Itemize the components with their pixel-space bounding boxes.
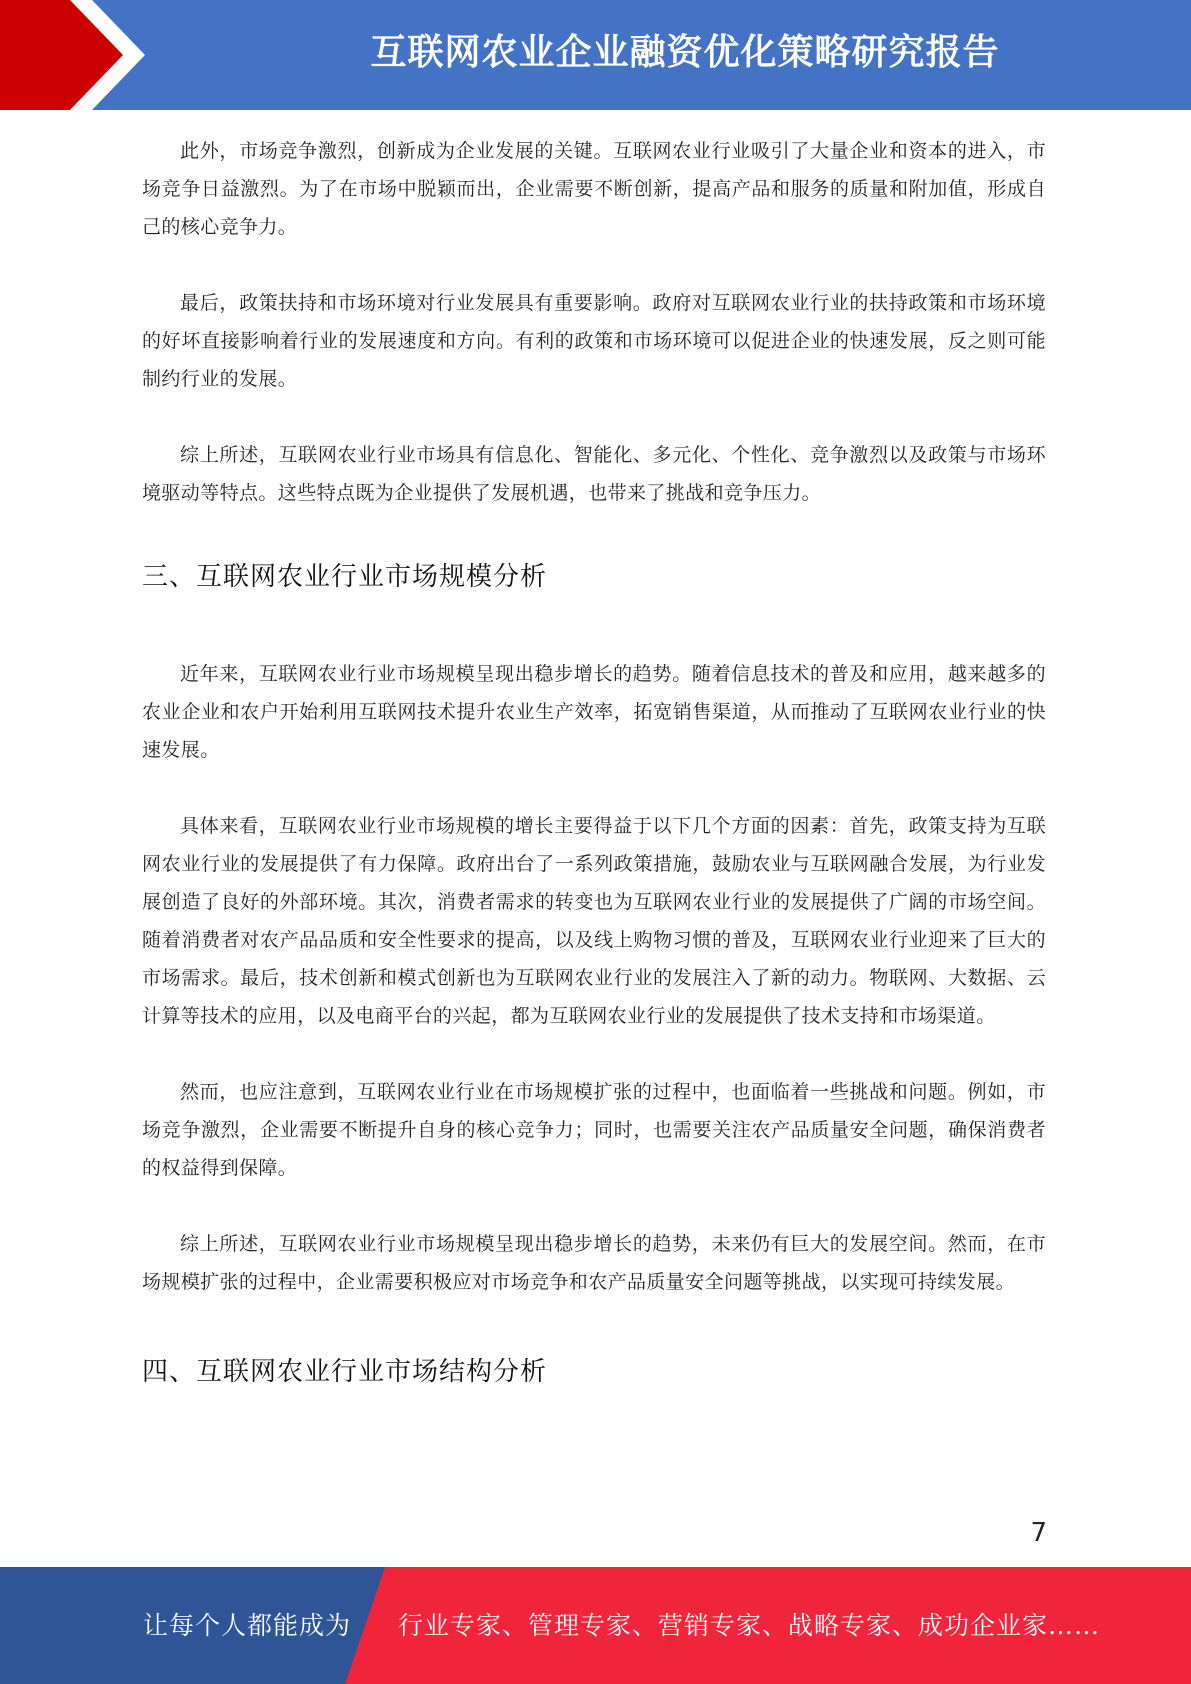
footer-slogan-left: 让每个人都能成为	[143, 1611, 352, 1640]
paragraph: 此外，市场竞争激烈，创新成为企业发展的关键。互联网农业行业吸引了大量企业和资本的进入，市场竞争日益激烈。为了在市场中脱颖而出，企业需要不断创新，提高产品和服务的质量和附加值，形成自己的核心竞争力。	[142, 140, 1046, 238]
section-heading: 三、互联网农业行业市场规模分析	[142, 562, 548, 592]
page-content	[142, 132, 1046, 1388]
header-arrow-decoration	[0, 0, 160, 110]
paragraph: 最后，政策扶持和市场环境对行业发展具有重要影响。政府对互联网农业行业的扶持政策和市场环境的好坏直接影响着行业的发展速度和方向。有利的政策和市场环境可以促进企业的快速发展，反之则可能制约行业的发展。	[142, 292, 1046, 390]
section-heading: 四、互联网农业行业市场结构分析	[142, 1357, 548, 1387]
paragraph: 近年来，互联网农业行业市场规模呈现出稳步增长的趋势。随着信息技术的普及和应用，越来越多的农业企业和农户开始利用互联网技术提升农业生产效率，拓宽销售渠道，从而推动了互联网农业行业的快速发展。	[142, 663, 1046, 761]
paragraph: 综上所述，互联网农业行业市场具有信息化、智能化、多元化、个性化、竞争激烈以及政策与市场环境驱动等特点。这些特点既为企业提供了发展机遇，也带来了挑战和竞争压力。	[142, 444, 1046, 504]
paragraph: 然而，也应注意到，互联网农业行业在市场规模扩张的过程中，也面临着一些挑战和问题。例如，市场竞争激烈，企业需要不断提升自身的核心竞争力；同时，也需要关注农产品质量安全问题，确保消费者的权益得到保障。	[142, 1081, 1046, 1179]
page-number: 7	[1030, 1518, 1047, 1548]
report-title: 互联网农业企业融资优化策略研究报告	[370, 32, 1000, 73]
footer-slogan-right: 行业专家、管理专家、营销专家、战略专家、成功企业家……	[398, 1611, 1101, 1640]
paragraph: 具体来看，互联网农业行业市场规模的增长主要得益于以下几个方面的因素：首先，政策支持为互联网农业行业的发展提供了有力保障。政府出台了一系列政策措施，鼓励农业与互联网融合发展，为行业发展创造了良好的外部环境。其次，消费者需求的转变也为互联网农业行业的发展提供了广阔的市场空间。随着消费者对农产品品质和安全性要求的提高，以及线上购物习惯的普及，互联网农业行业迎来了巨大的市场需求。最后，技术创新和模式创新也为互联网农业行业的发展注入了新的动力。物联网、大数据、云计算等技术的应用，以及电商平台的兴起，都为互联网农业行业的发展提供了技术支持和市场渠道。	[142, 815, 1046, 1027]
paragraph: 综上所述，互联网农业行业市场规模呈现出稳步增长的趋势，未来仍有巨大的发展空间。然而，在市场规模扩张的过程中，企业需要积极应对市场竞争和农产品质量安全问题等挑战，以实现可持续发展。	[142, 1233, 1046, 1293]
page-header-banner	[0, 0, 1191, 110]
page-footer-banner	[0, 1567, 1191, 1684]
